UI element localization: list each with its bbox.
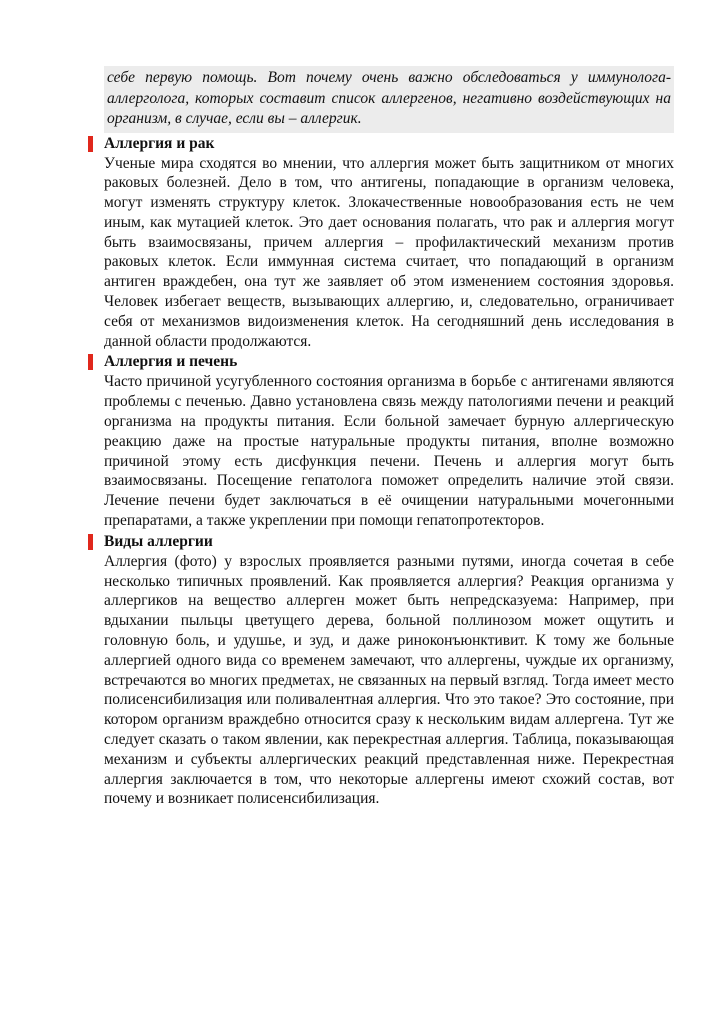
section-paragraph: Ученые мира сходятся во мнении, что аллергия может быть защитником от многих раковых болезней. Дело в том, что антигены, попадающие в организм человека, могут изменять структуру клеток. Злокачественные новообразования есть не чем иным, как мутацией клеток. Это дает основания полагать, что рак и аллергия могут быть взаимосвязаны, причем аллергия – профилактический механизм против раковых клеток. Если иммунная система считает, что попадающий в организм антиген враждебен, она тут же заявляет об этом изменением состояния здоровья. Человек избегает веществ, вызывающих аллергию, и, следовательно, ограничивает себя от механизмов видоизменения клеток. На сегодняшний день исследования в данной области продолжаются. xyxy=(104,154,674,350)
heading-marker xyxy=(88,354,93,370)
heading-marker xyxy=(88,136,93,152)
section-allergy-cancer xyxy=(104,133,674,352)
section-heading xyxy=(104,531,674,552)
document-page xyxy=(104,66,674,809)
section-heading xyxy=(104,351,674,372)
section-paragraph: Аллергия (фото) у взрослых проявляется разными путями, иногда сочетая в себе несколько типичных проявлений. Как проявляется аллергия? Реакция организма у аллергиков на вещество аллерген может быть непредсказуема: Например, при вдыхании пыльцы цветущего дерева, больной поллинозом может ощутить и головную боль, и удушье, и зуд, и даже риноконъюнктивит. К тому же больные аллергией одного вида со временем замечают, что аллергены, чуждые их организму, встречаются во многих предметах, не связанных на первый взгляд. Тогда имеет место полисенсибилизация или поливалентная аллергия. Что это такое? Это состояние, при котором организм враждебно относится сразу к нескольким видам аллергена. Тут же следует сказать о таком явлении, как перекрестная аллергия. Таблица, показывающая механизм и субъекты аллергических реакций представленная ниже. Перекрестная аллергия заключается в том, что некоторые аллергены имеют схожий состав, вот почему и возникает полисенсибилизация. xyxy=(104,552,674,808)
section-heading-text: Аллергия и печень xyxy=(104,353,238,371)
section-allergy-types xyxy=(104,531,674,809)
heading-marker xyxy=(88,534,93,550)
section-allergy-liver xyxy=(104,351,674,530)
section-heading xyxy=(104,133,674,154)
section-paragraph: Часто причиной усугубленного состояния организма в борьбе с антигенами являются проблемы с печенью. Давно установлена связь между патологиями печени и реакций организма на продукты питания. Если больной замечает бурную аллергическую реакцию даже на простые натуральные продукты питания, вполне возможно причиной этому есть дисфункция печени. Печень и аллергия могут быть взаимосвязаны. Посещение гепатолога поможет определить наличие этой связи. Лечение печени будет заключаться в её очищении натуральными мочегонными препаратами, а также укреплении при помощи гепатопротекторов. xyxy=(104,373,674,530)
intro-quote: себе первую помощь. Вот почему очень важно обследоваться у иммунолога-аллерголога, которых составит список аллергенов, негативно воздействующих на организм, в случае, если вы – аллергик. xyxy=(104,66,674,133)
section-heading-text: Аллергия и рак xyxy=(104,134,215,152)
section-heading-text: Виды аллергии xyxy=(104,532,213,550)
